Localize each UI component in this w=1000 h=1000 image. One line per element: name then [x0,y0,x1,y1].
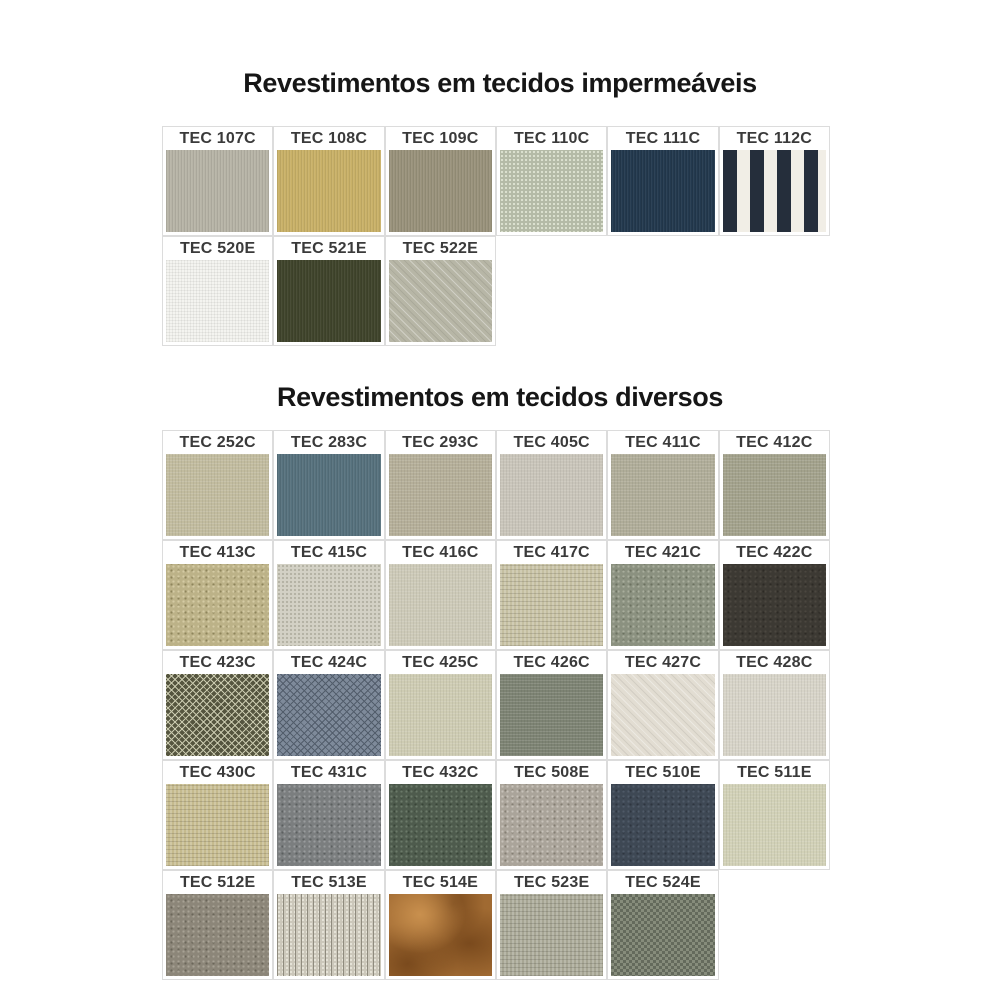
section-title-impermeaveis: Revestimentos em tecidos impermeáveis [243,68,757,98]
swatch-cell [385,126,496,236]
swatch-code-label: TEC 508E [513,764,590,781]
fabric-swatch-image [166,784,269,866]
swatch-cell [719,650,830,760]
swatch-code-label: TEC 110C [513,130,590,147]
swatch-cell [385,430,496,540]
swatch-cell [719,126,830,236]
swatch-code-label: TEC 510E [625,764,701,781]
swatch-cell [607,540,718,650]
swatch-cell [496,870,607,980]
fabric-swatch-image [723,150,826,232]
swatch-code-label: TEC 425C [402,654,479,671]
swatch-code-label: TEC 430C [179,764,256,781]
swatch-code-label: TEC 514E [402,874,479,891]
swatch-cell [273,236,384,346]
fabric-swatch-image [277,454,380,536]
swatch-cell [162,760,273,870]
fabric-swatch-image [389,150,492,232]
swatch-cell [385,540,496,650]
swatch-code-label: TEC 427C [624,654,702,671]
swatch-code-label: TEC 511E [737,764,812,781]
swatch-code-label: TEC 524E [625,874,701,891]
fabric-swatch-image [389,564,492,646]
swatch-cell [607,870,718,980]
section-title-diversos: Revestimentos em tecidos diversos [277,382,723,412]
swatch-cell [273,870,384,980]
swatch-cell [496,430,607,540]
swatch-cell [273,430,384,540]
swatch-cell [607,650,718,760]
swatch-code-label: TEC 415C [290,544,368,561]
swatch-cell [719,430,830,540]
fabric-swatch-image [166,150,269,232]
swatch-code-label: TEC 431C [290,764,368,781]
fabric-swatch-image [500,564,603,646]
swatch-code-label: TEC 426C [513,654,590,671]
swatch-code-label: TEC 405C [513,434,590,451]
swatch-cell [496,760,607,870]
swatch-cell [273,126,384,236]
fabric-swatch-image [500,894,603,976]
swatch-code-label: TEC 521E [291,240,367,257]
swatch-code-label: TEC 421C [624,544,702,561]
swatch-code-label: TEC 411C [625,434,701,451]
swatch-code-label: TEC 108C [290,130,368,147]
swatch-code-label: TEC 422C [736,544,813,561]
fabric-swatch-image [389,454,492,536]
swatch-code-label: TEC 520E [179,240,256,257]
fabric-swatch-image [723,454,826,536]
fabric-swatch-image [611,150,714,232]
fabric-swatch-image [611,564,714,646]
swatch-cell [162,870,273,980]
fabric-swatch-image [277,784,380,866]
fabric-swatch-image [500,454,603,536]
swatch-code-label: TEC 417C [513,544,590,561]
swatch-cell [385,236,496,346]
swatch-code-label: TEC 111C [625,130,701,147]
swatch-code-label: TEC 512E [179,874,256,891]
swatch-code-label: TEC 513E [291,874,367,891]
fabric-swatch-image [277,260,380,342]
swatch-code-label: TEC 428C [736,654,813,671]
fabric-swatch-image [500,784,603,866]
fabric-swatch-image [723,674,826,756]
swatch-cell [162,126,273,236]
swatch-cell [719,540,830,650]
swatch-cell [273,540,384,650]
swatch-cell [162,430,273,540]
swatch-grid-diversos [162,430,830,980]
fabric-swatch-image [166,260,269,342]
swatch-cell [496,126,607,236]
fabric-swatch-image [723,564,826,646]
swatch-cell [607,430,718,540]
swatch-code-label: TEC 423C [179,654,256,671]
swatch-code-label: TEC 252C [179,434,256,451]
fabric-swatch-image [500,674,603,756]
swatch-cell [607,760,718,870]
swatch-code-label: TEC 432C [402,764,479,781]
fabric-swatch-image [611,894,714,976]
fabric-swatch-image [611,674,714,756]
fabric-swatch-image [277,674,380,756]
swatch-cell [496,540,607,650]
fabric-swatch-image [277,150,380,232]
fabric-swatch-image [723,784,826,866]
swatch-cell [162,650,273,760]
fabric-swatch-image [166,894,269,976]
swatch-code-label: TEC 523E [513,874,590,891]
swatch-code-label: TEC 109C [402,130,479,147]
fabric-swatch-image [500,150,603,232]
swatch-code-label: TEC 112C [736,130,813,147]
swatch-cell [162,236,273,346]
fabric-swatch-image [611,784,714,866]
fabric-swatch-image [166,674,269,756]
swatch-code-label: TEC 424C [290,654,368,671]
fabric-swatch-image [389,674,492,756]
swatch-code-label: TEC 522E [402,240,479,257]
fabric-swatch-image [277,564,380,646]
fabric-swatch-image [277,894,380,976]
swatch-code-label: TEC 283C [290,434,368,451]
swatch-code-label: TEC 416C [402,544,479,561]
swatch-cell [385,650,496,760]
swatch-cell [385,870,496,980]
swatch-code-label: TEC 412C [736,434,813,451]
swatch-cell [607,126,718,236]
swatch-cell [496,650,607,760]
swatch-code-label: TEC 293C [402,434,479,451]
swatch-grid-impermeaveis [162,126,830,346]
fabric-swatch-image [389,784,492,866]
swatch-cell [719,760,830,870]
swatch-cell [273,650,384,760]
fabric-swatch-image [166,454,269,536]
fabric-swatch-image [611,454,714,536]
swatch-cell [385,760,496,870]
swatch-code-label: TEC 107C [179,130,256,147]
swatch-cell [273,760,384,870]
swatch-code-label: TEC 413C [179,544,256,561]
fabric-swatch-image [389,260,492,342]
fabric-swatch-image [389,894,492,976]
fabric-swatch-image [166,564,269,646]
swatch-cell [162,540,273,650]
